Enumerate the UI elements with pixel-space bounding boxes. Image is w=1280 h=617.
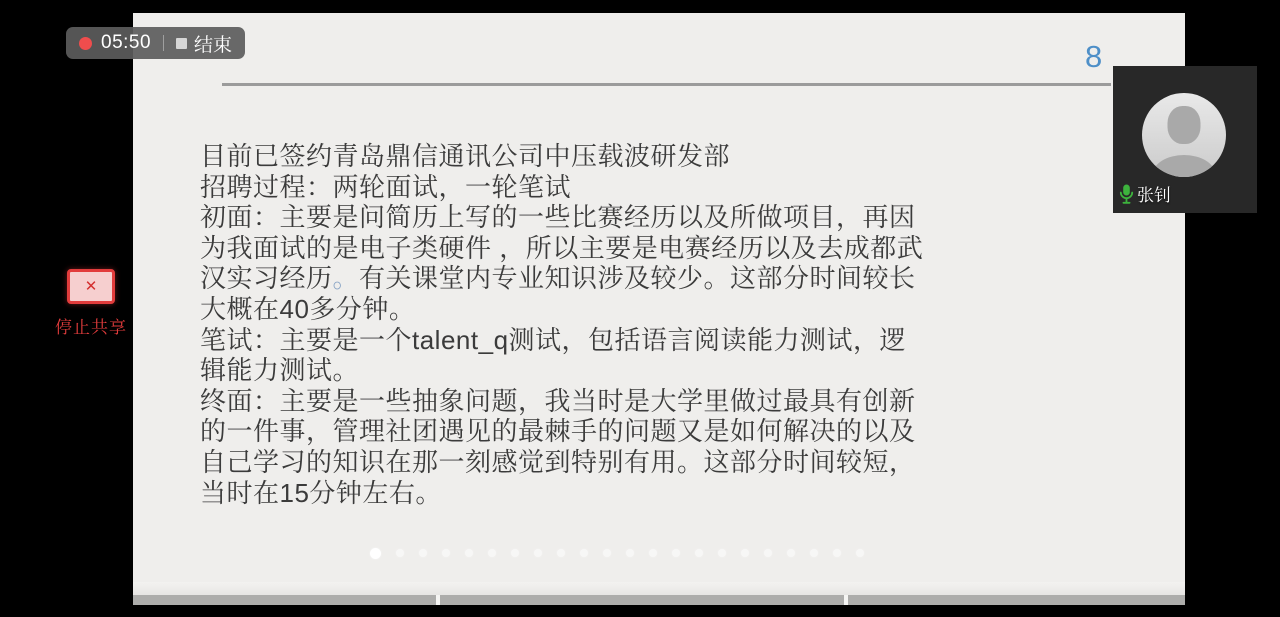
avatar: [1142, 93, 1226, 177]
participant-video-tile[interactable]: [1113, 66, 1257, 213]
slide-text-block: [200, 141, 940, 508]
slide-text-blue-period: 。: [332, 263, 360, 294]
slide-text-line: 自己学习的知识在那一刻感觉到特别有用。这部分时间较短，: [200, 446, 916, 477]
pagination-dot[interactable]: [741, 549, 749, 557]
slide-pagination: [370, 547, 864, 559]
slide-text-line: 初面：主要是问简历上写的一些比赛经历以及所做项目，再因: [200, 202, 916, 233]
pagination-dot[interactable]: [511, 549, 519, 557]
slide-page-number: 8: [1085, 39, 1103, 74]
slide-text-line: [200, 263, 940, 294]
pagination-dot[interactable]: [488, 549, 496, 557]
pagination-dot[interactable]: [672, 549, 680, 557]
slide-text-line: 笔试：主要是一个talent_q测试，包括语言阅读能力测试，逻: [200, 324, 907, 355]
window-edge-segment: [848, 595, 1185, 605]
pagination-dot[interactable]: [810, 549, 818, 557]
pagination-dot[interactable]: [833, 549, 841, 557]
slide-text-line: 大概在40多分钟。: [200, 293, 416, 324]
slide-text-line: 当时在15分钟左右。: [200, 477, 442, 508]
slide-text-segment: 有关课堂内专业知识涉及较少。这部分时间较长: [359, 263, 916, 294]
stop-sharing-label: 停止共享: [55, 318, 127, 337]
monitor-x-icon: [67, 269, 115, 304]
participant-name-row: [1119, 181, 1171, 206]
end-recording-button[interactable]: [176, 30, 232, 57]
avatar-head: [1168, 106, 1201, 144]
slide-text-line: 终面：主要是一些抽象问题，我当时是大学里做过最具有创新: [200, 385, 916, 416]
slide-text-line: 招聘过程：两轮面试，一轮笔试: [200, 171, 572, 202]
slide-text-line: 为我面试的是电子类硬件 ，所以主要是电赛经历以及去成都武: [200, 232, 924, 263]
x-icon: ✕: [84, 278, 98, 295]
window-edge-segment: [133, 595, 436, 605]
pagination-dot[interactable]: [580, 549, 588, 557]
microphone-icon: [1119, 184, 1134, 204]
pagination-dot[interactable]: [649, 549, 657, 557]
divider: [163, 35, 164, 51]
stop-square-icon: [176, 38, 187, 49]
slide-text-segment: 汉实习经历: [200, 263, 333, 294]
window-edge-segment: [440, 595, 844, 605]
pagination-dot[interactable]: [557, 549, 565, 557]
pagination-dot[interactable]: [396, 549, 404, 557]
pagination-dot[interactable]: [419, 549, 427, 557]
pagination-dot[interactable]: [695, 549, 703, 557]
recording-timer: 05:50: [101, 32, 152, 53]
slide-text-line: 辑能力测试。: [200, 355, 360, 386]
slide-text-line: 目前已签约青岛鼎信通讯公司中压载波研发部: [200, 141, 731, 171]
slide-text-line: 的一件事，管理社团遇见的最棘手的问题又是如何解决的以及: [200, 416, 916, 447]
recording-bar: [66, 27, 245, 59]
stop-sharing-button[interactable]: [47, 269, 135, 338]
pagination-dot[interactable]: [603, 549, 611, 557]
pagination-dot[interactable]: [787, 549, 795, 557]
window-bottom-strip: [133, 582, 1185, 595]
slide-header-divider: [222, 83, 1111, 86]
shared-screen-slide: [133, 13, 1185, 605]
window-bottom-edge: [133, 595, 1185, 605]
pagination-dot[interactable]: [370, 548, 381, 559]
pagination-dot[interactable]: [534, 549, 542, 557]
avatar-torso: [1153, 155, 1215, 177]
record-dot-icon: [79, 37, 92, 50]
pagination-dot[interactable]: [718, 549, 726, 557]
end-recording-label: 结束: [194, 34, 233, 56]
pagination-dot[interactable]: [442, 549, 450, 557]
pagination-dot[interactable]: [764, 549, 772, 557]
pagination-dot[interactable]: [856, 549, 864, 557]
pagination-dot[interactable]: [465, 549, 473, 557]
pagination-dot[interactable]: [626, 549, 634, 557]
participant-name: 张钊: [1137, 186, 1171, 205]
